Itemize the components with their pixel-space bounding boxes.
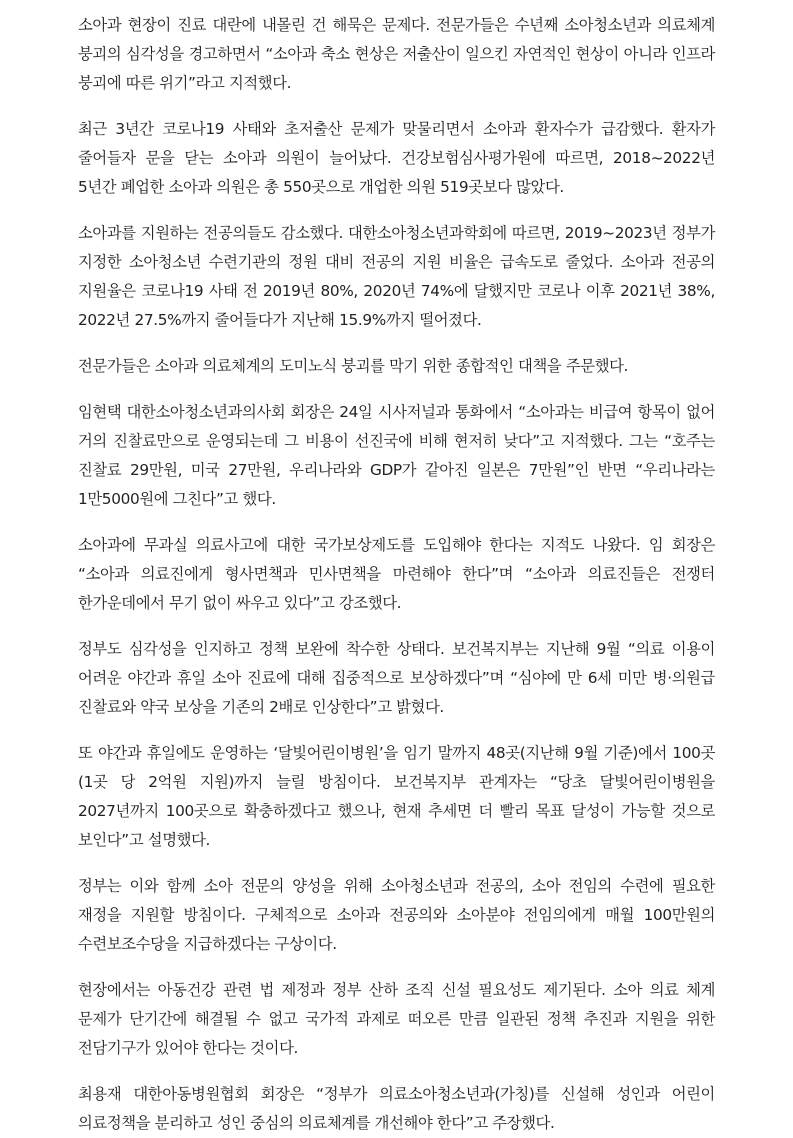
article-paragraph: 최근 3년간 코로나19 사태와 초저출산 문제가 맞물리면서 소아과 환자수가 급감했다. 환자가 줄어들자 문을 닫는 소아과 의원이 늘어났다. 건강보험심사평가원에 따르면, 2018~2022년 5년간 폐업한 소아과 의원은 총 550곳으로 개업한 의원 519곳보다 많았다. [78, 120, 715, 196]
article-paragraph: 정부도 심각성을 인지하고 정책 보완에 착수한 상태다. 보건복지부는 지난해 9월 “의료 이용이 어려운 야간과 휴일 소아 진료에 대해 집중적으로 보상하겠다”며 “심야에 만 6세 미만 병·의원급 진찰료와 약국 보상을 기존의 2배로 인상한다”고 밝혔다. [78, 640, 715, 716]
article-paragraph: 최용재 대한아동병원협회 회장은 “정부가 의료소아청소년과(가칭)를 신설해 성인과 어린이 의료정책을 분리하고 성인 중심의 의료체계를 개선해야 한다”고 주장했다. [78, 1085, 715, 1132]
article-paragraph: 또 야간과 휴일에도 운영하는 ‘달빛어린이병원’을 임기 말까지 48곳(지난해 9월 기준)에서 100곳(1곳 당 2억원 지원)까지 늘릴 방침이다. 보건복지부 관계자는 “당초 달빛어린이병원을 2027년까지 100곳으로 확충하겠다고 했으나, 현재 추세면 더 빨리 목표 달성이 가능할 것으로 보인다”고 설명했다. [78, 744, 715, 849]
article-paragraph: 소아과에 무과실 의료사고에 대한 국가보상제도를 도입해야 한다는 지적도 나왔다. 임 회장은 “소아과 의료진에게 형사면책과 민사면책을 마련해야 한다”며 “소아과 의료진들은 전쟁터 한가운데에서 무기 없이 싸우고 있다”고 강조했다. [78, 536, 715, 612]
article-paragraph: 소아과 현장이 진료 대란에 내몰린 건 해묵은 문제다. 전문가들은 수년째 소아청소년과 의료체계 붕괴의 심각성을 경고하면서 “소아과 축소 현상은 저출산이 일으킨 자연적인 현상이 아니라 인프라 붕괴에 따른 위기”라고 지적했다. [78, 16, 715, 92]
article-paragraph: 임현택 대한소아청소년과의사회 회장은 24일 시사저널과 통화에서 “소아과는 비급여 항목이 없어 거의 진찰료만으로 운영되는데 그 비용이 선진국에 비해 현저히 낮다”고 지적했다. 그는 “호주는 진찰료 29만원, 미국 27만원, 우리나라와 GDP가 같아진 일본은 7만원”인 반면 “우리나라는 1만5000원에 그친다”고 했다. [78, 403, 715, 508]
article-paragraph: 정부는 이와 함께 소아 전문의 양성을 위해 소아청소년과 전공의, 소아 전임의 수련에 필요한 재정을 지원할 방침이다. 구체적으로 소아과 전공의와 소아분야 전임의에게 매월 100만원의 수련보조수당을 지급하겠다는 구상이다. [78, 877, 715, 953]
article-paragraph: 현장에서는 아동건강 관련 법 제정과 정부 산하 조직 신설 필요성도 제기된다. 소아 의료 체계 문제가 단기간에 해결될 수 없고 국가적 과제로 떠오른 만큼 일관된 정책 추진과 지원을 위한 전담기구가 있어야 한다는 것이다. [78, 981, 715, 1057]
article-paragraph: 전문가들은 소아과 의료체계의 도미노식 붕괴를 막기 위한 종합적인 대책을 주문했다. [78, 357, 629, 375]
article-paragraph: 소아과를 지원하는 전공의들도 감소했다. 대한소아청소년과학회에 따르면, 2019~2023년 정부가 지정한 소아청소년 수련기관의 정원 대비 전공의 지원 비율은 급속도로 줄었다. 소아과 전공의 지원율은 코로나19 사태 전 2019년 80%, 2020년 74%에 달했지만 코로나 이후 2021년 38%, 2022년 27.5%까지 줄어들다가 지난해 15.9%까지 떨어졌다. [78, 224, 715, 329]
